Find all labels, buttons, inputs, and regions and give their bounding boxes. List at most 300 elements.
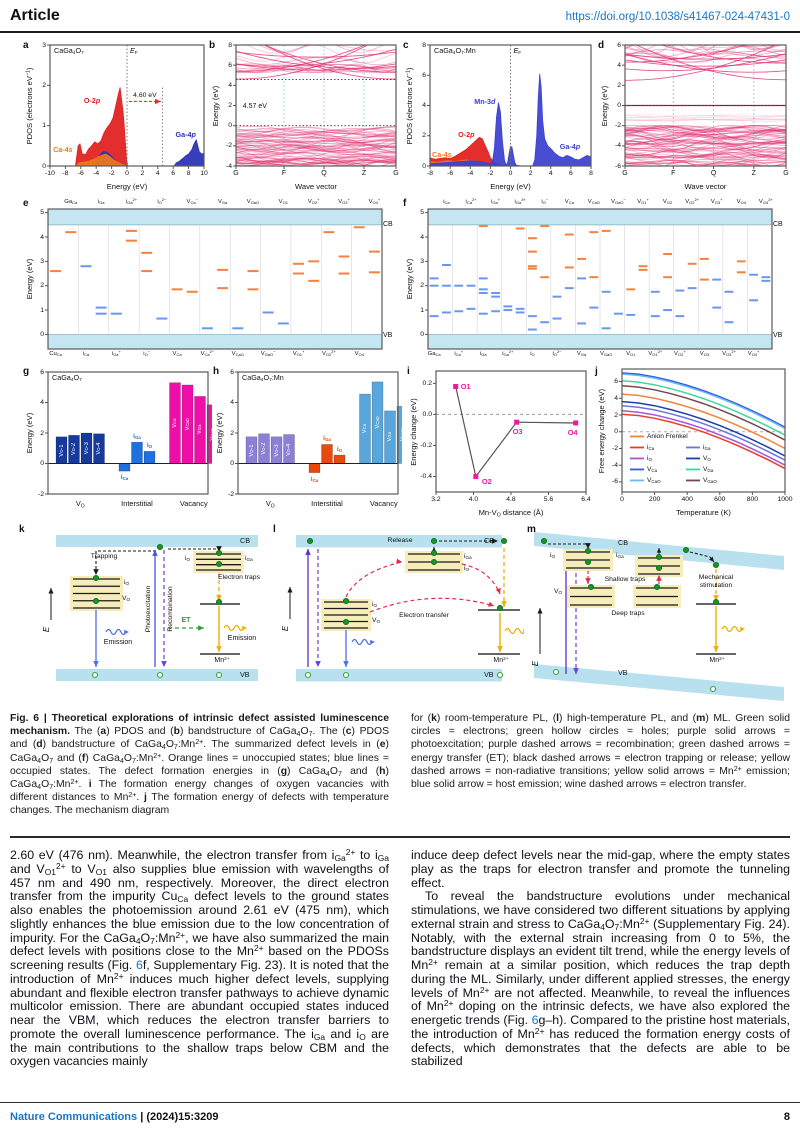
defect-column-label: $V_{Ga}$: [576, 351, 587, 357]
y-tick-label: 0: [422, 162, 426, 170]
y-tick-label: 2: [614, 411, 618, 419]
defect-column-label: $i_{Ga}$: [97, 199, 105, 205]
body-paragraph: To reveal the bandstructure evolutions under mechanical stimulations, we have considered two different situations by applying external strain and stress to $CaGa_4O_7:Mn^{2+}$ (Supplementary Fig. 24). Notably, with the external strain increasing from 0 to 5%, the bandstructure displays an evident tilt trend, while the energy levels of $Mn^{2+}$ remain at a similar position, which reduces the trap depth during the ML. Similarly, under different applied stresses, the energy levels of $Mn^{2+}$ are not affected. Meanwhile, to reveal the influences of $Mn^{2+}$ doping on the intrinsic defects, we have also explored the energetic trends (Fig. 6g–h). Compared to the pristine host materials, the introduction of $Mn^{2+}$ has reduced the formation energy costs of defects, which demonstrates that the defects are able to be stabilized: [411, 889, 790, 1069]
defect-column-label: $V_{GaO}^-$: [611, 197, 626, 205]
valence-band: [296, 669, 502, 682]
y-tick-label: 1: [420, 306, 424, 314]
defect-column-label: $i_O^-$: [541, 197, 549, 205]
electron-dot: [158, 545, 163, 550]
x-tick-label: -10: [45, 170, 55, 177]
panel-letter: k: [19, 524, 25, 535]
bar-label: V O -1: [58, 443, 65, 457]
x-tick-label: 800: [746, 496, 759, 503]
defect-column-label: $V_{O2}^{2+}$: [321, 349, 336, 357]
defect-column-label: $V_{Ca}$: [564, 199, 574, 205]
panel-letter: l: [273, 524, 276, 535]
defect-column-label: $V_{GaO}^-$: [260, 349, 276, 357]
electron-dot: [217, 562, 222, 567]
y-tick-label: 2: [228, 102, 232, 109]
legend-item: $V_{GaO}$: [703, 476, 717, 485]
data-point: [514, 420, 519, 425]
defect-column-label: $V_{O3}^+$: [710, 197, 723, 205]
electron-dot: [498, 606, 503, 611]
x-tick-label: -6: [447, 170, 454, 177]
hole-dot: [344, 673, 349, 678]
page-number: 8: [783, 1111, 790, 1123]
defect-column-label: $V_{O1}^{2+}$: [648, 349, 663, 357]
panel-letter: h: [213, 366, 220, 377]
body-paragraph: induce deep defect levels near the mid-gap, where the empty states play as the traps for electron transfer and promote the tunneling effect.: [411, 848, 790, 890]
electron-dot: [657, 566, 662, 571]
io-trap-label: $i_O$: [372, 601, 378, 609]
x-tick-label: -2: [487, 170, 494, 177]
defect-column-label: $V_{Ca}^-$: [186, 197, 198, 205]
series-label: Ca-4s: [432, 149, 452, 159]
bar-label: V Ca: [172, 418, 178, 428]
electron-dot: [714, 600, 719, 605]
caption-divider: [10, 836, 790, 838]
y-tick-label: 0.0: [422, 410, 432, 418]
doi-link[interactable]: https://doi.org/10.1038/s41467-024-47431-0: [565, 11, 790, 23]
panel-letter: m: [527, 524, 536, 535]
bar: [119, 464, 130, 472]
body-paragraph: 2.60 eV (476 nm). Meanwhile, the electron transfer from $i_{Ga}^{2+}$ to $i_{Ga}$ and $V_{O1}^{2+}$ to $V_{O1}$ also supplies blue emission with wavelengths of 457 nm and 490 nm, respectively. Moreover, the direct electron transfer from the impurity $Cu_{Ca}$ defect levels to the ground states also enables the photoemission around 2.61 eV (475 nm), which slightly enhances the blue emission due to the low concentration of impurity. For the $CaGa_4O_7:Mn^{2+}$, we have also summarized the main defect levels with positions close to the $Mn^{2+}$ based on the PDOSs screening results (Fig. 6f, Supplementary Fig. 23). It is noted that the introduction of $Mn^{2+}$ induces much higher defect levels, supplying abundant and flexible electron transfer pathways to achieve dynamic multicolor emission. There are abundant occupied states induced near the VBM, which reduces the electron transfer barriers to promote the overall luminescence performance. The $i_{Ga}$ and $i_O$ are the main contributions to the shallow traps below CBM and the oxygen vacancies mainly: [10, 847, 390, 1069]
bar-label: V O -1: [248, 443, 255, 457]
energy-axis-label: E: [42, 626, 52, 633]
x-tick-label: 1000: [777, 496, 793, 503]
hole-dot: [498, 673, 503, 678]
legend-item: $i_{Ca}$: [647, 443, 655, 452]
figure-link[interactable]: 6: [135, 958, 143, 973]
page-header: [0, 0, 800, 33]
io-trap-label: $i_O$: [185, 555, 191, 563]
defect-column-label: $i_{Ca}^{2+}$: [465, 197, 477, 205]
legend-item: $V_{CaO}$: [647, 476, 661, 485]
defect-column-label: $V_{Ca}^{2-}$: [200, 349, 215, 357]
defect-column-label: $V_{O1}$: [278, 199, 288, 205]
panel-e-defect-levels: [22, 198, 400, 362]
panel-title: $CaGa_4O_7:Mn$: [242, 373, 284, 384]
electron-dot: [94, 599, 99, 604]
k-point-label: Z: [361, 170, 367, 177]
io-trap-label: $i_O$: [464, 565, 470, 573]
k-point-label: F: [671, 170, 676, 177]
panel-title: $CaGa_4O_7$: [54, 46, 84, 57]
recombination-label: Recombination: [167, 586, 175, 632]
defect-column-label: $i_{Ga}$: [479, 351, 487, 357]
defect-column-label: $V_{O1}$: [626, 351, 636, 357]
k-point-label: Z: [751, 170, 756, 177]
panel-d-bandstructure: [597, 40, 790, 192]
page-footer: [0, 1102, 800, 1123]
bar-label: V GaO: [209, 427, 216, 441]
bar-group-label: Vacancy: [369, 499, 398, 508]
y-axis-label: Energy (eV): [24, 412, 34, 454]
y-tick-label: 6: [40, 368, 44, 376]
bar-label: V Ga: [387, 432, 393, 442]
y-tick-label: 1: [42, 122, 46, 130]
bar-label: V O -2: [71, 443, 77, 456]
x-axis-label: Temperature (K): [676, 508, 731, 517]
hole-dot: [306, 673, 311, 678]
y-tick-label: -4: [614, 142, 621, 150]
x-axis-label: Energy (eV): [490, 182, 531, 191]
bar-label: V O -4: [96, 442, 102, 455]
defect-column-label: $V_{O2}^+$: [307, 197, 320, 205]
defect-column-label: $i_O$: [530, 351, 535, 357]
x-tick-label: 600: [714, 496, 726, 503]
y-tick-label: 0: [42, 162, 46, 170]
x-tick-label: -6: [77, 170, 84, 177]
electron-dot: [502, 539, 507, 544]
photon-wave: [352, 640, 372, 645]
electron-dot: [589, 585, 594, 590]
y-tick-label: 0.2: [422, 379, 432, 387]
y-axis-label: Energy (eV): [24, 258, 34, 300]
release-label: Release: [387, 537, 413, 544]
energy-axis-label: E: [531, 660, 541, 667]
y-tick-label: 0: [617, 102, 621, 109]
electron-dot: [586, 560, 591, 565]
x-tick-label: 8: [186, 170, 191, 177]
defect-column-label: $V_{O4}$: [354, 351, 364, 357]
panel-letter: b: [209, 40, 216, 51]
y-tick-label: 3: [420, 257, 424, 265]
x-axis-label: $Mn-V_O$ distance (Å): [478, 508, 544, 519]
mn-label: $Mn^{2+}$: [493, 656, 509, 664]
journal-name[interactable]: Nature Communications: [10, 1111, 138, 1123]
y-tick-label: -6: [611, 478, 618, 486]
hole-dot: [554, 670, 559, 675]
y-axis-label: Energy change (eV): [408, 397, 418, 466]
x-tick-label: 0: [125, 170, 129, 177]
panel-l-mechanism-high-temp-pl: [272, 524, 524, 710]
bar-label: V O -3: [273, 443, 280, 457]
x-tick-label: -8: [426, 170, 434, 177]
y-tick-label: -0.4: [420, 472, 432, 480]
y-axis-label: PDOS (electrons $eV^{-1}$): [24, 67, 34, 144]
iga-trap-label: $i_{Ga}$: [245, 555, 253, 563]
defect-column-label: $i_O^{2-}$: [157, 197, 167, 205]
panel-letter: i: [407, 366, 410, 377]
defect-column-label: $V_{O2}$: [662, 199, 673, 205]
series-line: [622, 394, 785, 448]
y-tick-label: -2: [614, 122, 621, 130]
y-tick-label: 0: [40, 460, 44, 467]
y-tick-label: -6: [614, 162, 621, 170]
vo-trap-label: $V_O$: [122, 595, 131, 603]
defect-column-label: $V_{O4}^{2+}$: [758, 197, 773, 205]
bar: [309, 464, 320, 473]
defect-column-label: $V_{O3}^{2+}$: [722, 349, 736, 357]
y-tick-label: 1: [40, 306, 44, 314]
conduction-band-label: CB: [618, 538, 628, 547]
point-label: O2: [481, 477, 492, 487]
series-label: O-2p: [458, 130, 475, 140]
y-tick-label: 3: [42, 41, 46, 49]
defect-column-label: $V_{O2}^+$: [674, 349, 686, 357]
bar-label: V CaO: [184, 418, 191, 431]
point-label: O1: [460, 381, 471, 391]
fermi-level-label: $E_F$: [513, 46, 522, 57]
mn-label: $Mn^{2+}$: [214, 656, 230, 664]
emission-label: Emission: [227, 635, 257, 642]
k-point-label: G: [622, 170, 628, 177]
x-tick-label: 4: [548, 170, 553, 177]
photon-wave: [722, 627, 742, 632]
y-tick-label: 2: [230, 429, 234, 437]
x-tick-label: 4.8: [506, 496, 516, 503]
x-tick-label: 2: [140, 170, 145, 177]
defect-column-label: $i_{Ca}^+$: [454, 349, 464, 357]
panel-letter: g: [23, 366, 30, 377]
panel-i-energy-change: [406, 366, 592, 518]
panel-f-defect-levels: [402, 198, 790, 362]
conduction-band-label: CB: [383, 220, 393, 228]
bar-label: V O -3: [83, 441, 90, 455]
x-tick-label: 4: [155, 170, 160, 177]
figure-link[interactable]: 6: [531, 1013, 539, 1028]
x-tick-label: 5.6: [543, 496, 554, 503]
y-tick-label: -2: [227, 490, 234, 498]
x-tick-label: 6: [171, 170, 176, 177]
y-tick-label: 2: [420, 282, 424, 290]
y-tick-label: 6: [230, 368, 234, 376]
x-tick-label: 4.0: [468, 496, 479, 503]
electron-dot: [344, 620, 349, 625]
y-tick-label: 4: [40, 233, 44, 241]
energy-transfer-label: ET: [181, 617, 191, 624]
x-tick-label: 0: [620, 496, 624, 503]
bar-label: $i_{Ca}$: [120, 474, 129, 482]
y-tick-label: -2: [225, 142, 232, 150]
bar-group-label: $V_O$: [265, 499, 275, 510]
vo-trap-label: $V_O$: [372, 617, 381, 625]
conduction-band-label: CB: [484, 536, 494, 545]
k-point-label: G: [233, 170, 239, 177]
panel-letter: d: [598, 40, 605, 51]
y-axis-label: Energy (eV): [210, 85, 220, 126]
panel-letter: a: [23, 40, 29, 51]
y-tick-label: 2: [617, 81, 621, 89]
legend-item: $V_O$: [703, 454, 711, 463]
panel-c-pdos: [402, 40, 595, 192]
y-tick-label: 0: [614, 428, 618, 436]
y-tick-label: -2: [37, 490, 44, 498]
bar-label: $i_{Ca}$: [310, 475, 319, 483]
io-trap-label: $i_O$: [550, 552, 556, 560]
defect-column-label: $V_{CaO}$: [231, 351, 244, 357]
defect-column-label: $V_{GaO}$: [246, 199, 260, 205]
y-tick-label: 6: [422, 71, 426, 79]
bar-label: $i_{Ga}$: [133, 433, 141, 441]
bar-group-label: $V_O$: [75, 499, 85, 510]
data-point: [453, 384, 458, 389]
photon-wave: [505, 629, 524, 634]
y-tick-label: 8: [422, 41, 426, 49]
y-tick-label: 6: [614, 378, 618, 386]
defect-column-label: $V_{O4}$: [736, 199, 746, 205]
y-tick-label: 0: [40, 330, 44, 338]
deep-traps-label: Deep traps: [611, 610, 645, 617]
body-text: [10, 849, 790, 1069]
defect-column-label: $V_{O1}^+$: [292, 349, 305, 357]
bar-label: V CaO: [374, 416, 381, 429]
electron-dot: [432, 551, 437, 556]
fermi-level-label: $E_F$: [130, 46, 138, 57]
panel-g-formation-energies: [22, 366, 216, 518]
bar-label: V Ca: [362, 424, 368, 434]
defect-column-label: $V_{CaO}$: [587, 199, 600, 205]
y-tick-label: -4: [611, 461, 618, 469]
legend-item: $i_O$: [647, 454, 652, 463]
x-tick-label: 3.2: [431, 496, 441, 503]
defect-column-label: $i_{Ga}^{2+}$: [502, 349, 514, 357]
panel-letter: j: [595, 366, 598, 377]
x-tick-label: 0: [508, 170, 513, 177]
legend-item: Anion Frenkel: [647, 432, 688, 440]
bar-group-label: Interstitial: [311, 499, 343, 508]
point-label: O3: [512, 427, 523, 437]
mechanical-stimulation-label: Mechanical stimulation: [698, 574, 734, 589]
y-tick-label: -2: [611, 444, 618, 452]
y-tick-label: 2: [40, 282, 44, 290]
x-axis-label: Energy (eV): [106, 182, 148, 191]
electron-dot: [432, 560, 437, 565]
electron-dot: [94, 576, 99, 581]
photon-wave: [106, 630, 126, 635]
y-axis-label: Energy (eV): [214, 412, 224, 454]
x-tick-label: 6: [568, 170, 573, 177]
electron-dot: [655, 585, 660, 590]
emission-label: Emission: [103, 639, 133, 646]
defect-column-label: $i_{Ga}^+$: [491, 197, 501, 205]
defect-column-label: $i_{Ga}^{2+}$: [125, 197, 138, 205]
legend-item: $i_{Ga}$: [703, 443, 711, 452]
y-tick-label: 8: [228, 41, 232, 49]
y-tick-label: 6: [617, 41, 621, 49]
electron-dot: [684, 548, 689, 553]
body-column-right: [411, 849, 790, 1069]
conduction-band: [56, 535, 258, 547]
series-label: Ga-4p: [175, 129, 196, 139]
bar-label: $i_O$: [336, 446, 343, 454]
valence-band-label: VB: [773, 332, 783, 340]
panel-k-mechanism-room-temp-pl: [18, 524, 272, 710]
y-tick-label: -4: [225, 162, 232, 170]
y-tick-label: -0.2: [420, 441, 432, 449]
electron-dot: [657, 555, 662, 560]
y-tick-label: 3: [40, 257, 44, 265]
electron-transfer-label: Electron transfer: [399, 612, 449, 619]
hole-dot: [711, 687, 716, 692]
photon-wave: [224, 626, 244, 631]
defect-column-label: $V_{O4}^+$: [368, 197, 381, 205]
k-point-label: G: [393, 170, 399, 177]
defect-column-label: $i_{Ga}^{3+}$: [514, 197, 526, 205]
defect-column-label: $V_{O3}$: [699, 351, 710, 357]
k-point-label: Q: [321, 170, 327, 177]
panel-m-mechanism-ml: [526, 524, 790, 710]
x-axis-label: Wave vector: [684, 182, 727, 191]
y-axis-label: PDOS (electrons $eV^{-1}$): [404, 67, 414, 144]
valence-band-label: VB: [484, 670, 494, 679]
bar-label: V O -4: [286, 442, 292, 456]
electron-traps-label: Electron traps: [218, 574, 260, 581]
bar-label: V O -2: [261, 442, 267, 455]
valence-band-label: VB: [618, 668, 628, 677]
x-tick-label: -2: [108, 170, 115, 177]
iga-trap-label: $i_{Ga}$: [616, 552, 624, 560]
series-label: O-2p: [83, 95, 101, 105]
legend-item: $V_{Ca}$: [647, 465, 658, 474]
io-trap-label: $i_O$: [124, 579, 130, 587]
point-label: O4: [567, 427, 578, 437]
panel-title: $CaGa_4O_7:Mn$: [434, 46, 476, 57]
y-tick-label: 5: [40, 209, 44, 217]
figure-caption-left: Fig. 6 | Theoretical explorations of intrinsic defect assisted luminescence mechanism. The (a) PDOS and (b) bandstructure of $CaGa_4O_7$. The (c) PDOS and (d) bandstructure of $CaGa_4O_7:Mn^{2+}$. The summarized defect levels in (e) $CaGa_4O_7$ and (f) $CaGa_4O_7:Mn^{2+}$. Orange lines = unoccupied states; blue lines = occupied states. The defect formation energies in (g) $CaGa_4O_7$ and (h) $CaGa_4O_7:Mn^{2+}$. i The formation energy changes of oxygen vacancies with different distances to $Mn^{2+}$. j The formation energy of defects with temperature changes. The mechanism diagram: [10, 713, 390, 817]
k-point-label: F: [281, 170, 287, 177]
electron-dot: [714, 563, 719, 568]
valence-band-label: VB: [383, 332, 393, 340]
electron-dot: [344, 599, 349, 604]
y-tick-label: 0: [230, 460, 234, 467]
bar-group-label: Vacancy: [179, 499, 208, 508]
defect-column-label: $V_{O2}^{2+}$: [685, 197, 700, 205]
y-tick-label: 6: [228, 61, 232, 69]
panel-j-free-energy: [594, 366, 793, 518]
electron-dot: [432, 539, 437, 544]
bar-label: V GaO: [399, 428, 406, 442]
bar-group-label: Interstitial: [121, 499, 153, 508]
electron-dot: [542, 539, 547, 544]
photoexcitation-label: Photoexcitation: [145, 585, 153, 633]
figure-caption: [10, 712, 790, 818]
defect-column-label: $i_O^{2-}$: [552, 349, 562, 357]
data-point: [473, 474, 478, 479]
y-tick-label: 2: [40, 429, 44, 437]
x-tick-label: 10: [200, 170, 208, 177]
iga-trap-label: $i_{Ga}$: [464, 553, 472, 561]
x-tick-label: -4: [467, 170, 474, 177]
hole-dot: [217, 673, 222, 678]
y-tick-label: 2: [42, 81, 46, 89]
energy-axis-label: E: [281, 625, 291, 632]
y-tick-label: 4: [40, 399, 44, 406]
valence-band: [534, 664, 784, 701]
defect-column-label: $V_{O4}^+$: [747, 349, 760, 357]
conduction-band-label: CB: [773, 220, 783, 228]
x-tick-label: 8: [589, 170, 593, 177]
electron-dot: [308, 539, 313, 544]
y-tick-label: 4: [614, 394, 618, 402]
y-tick-label: 5: [420, 209, 424, 217]
x-tick-label: 2: [528, 170, 533, 177]
k-point-label: Q: [710, 170, 717, 177]
shallow-traps-label: Shallow traps: [604, 576, 646, 583]
panel-letter: c: [403, 40, 409, 51]
valence-band-label: VB: [240, 670, 250, 679]
article-type-label: Article: [10, 7, 60, 24]
panel-letter: e: [23, 198, 29, 209]
bar-label: $i_O$: [146, 442, 153, 450]
k-point-label: G: [783, 170, 789, 177]
x-tick-label: 400: [681, 496, 693, 503]
figure-6: [10, 40, 793, 712]
y-tick-label: 4: [422, 102, 426, 109]
panel-title: $CaGa_4O_7$: [52, 373, 82, 384]
x-tick-label: -8: [62, 170, 69, 177]
